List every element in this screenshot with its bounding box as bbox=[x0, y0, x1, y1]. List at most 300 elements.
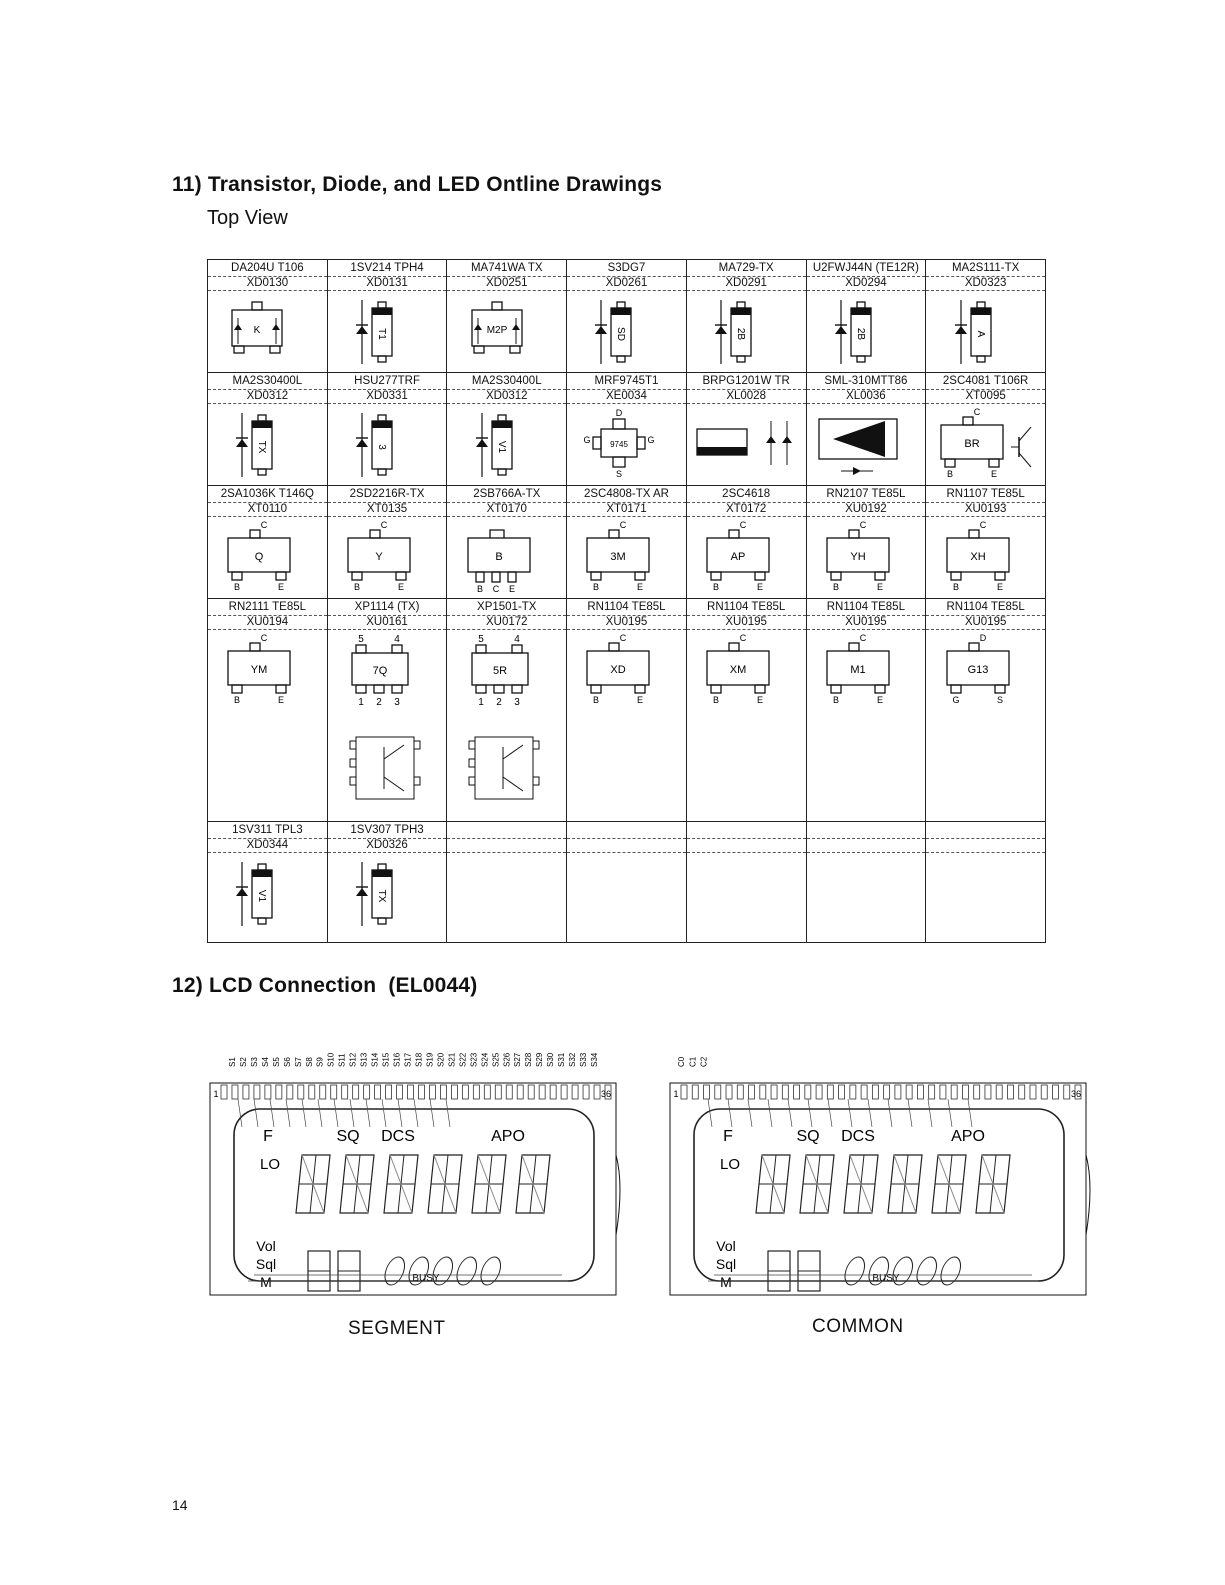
lcd-pin bbox=[484, 1085, 490, 1099]
part-cell bbox=[327, 599, 447, 822]
lcd-icon-sq: SQ bbox=[796, 1128, 820, 1145]
part-code: XU0161 bbox=[328, 615, 447, 630]
lcd-pin bbox=[1052, 1085, 1058, 1099]
pin-tick: S24 bbox=[480, 1052, 490, 1067]
package-drawing bbox=[212, 633, 322, 709]
lcd-pin bbox=[1019, 1085, 1025, 1099]
part-number: 1SV311 TPL3 bbox=[232, 824, 303, 836]
part-cell bbox=[208, 822, 328, 943]
pin-tick: S13 bbox=[359, 1052, 369, 1067]
part-marking: XD bbox=[610, 664, 627, 676]
part-marking: K bbox=[254, 325, 261, 336]
part-cell bbox=[327, 373, 447, 486]
lcd-icon-f: F bbox=[723, 1128, 733, 1145]
part-cell bbox=[567, 260, 687, 373]
part-number bbox=[687, 824, 806, 837]
lcd-segment-diagram bbox=[208, 1035, 628, 1300]
section-11-subtitle: Top View bbox=[207, 207, 288, 229]
part-code: XT0172 bbox=[687, 502, 806, 517]
pin-tick: S7 bbox=[293, 1057, 303, 1067]
part-code bbox=[687, 838, 806, 853]
pin-tick: S20 bbox=[436, 1052, 446, 1067]
part-marking: M2P bbox=[486, 325, 508, 336]
pin-right-label: E bbox=[637, 695, 644, 705]
lcd-icon-vol: Vol bbox=[716, 1238, 736, 1254]
pin-e-label: E bbox=[508, 584, 515, 594]
section-11-title: 11) Transistor, Diode, and LED Ontline Drawings bbox=[172, 173, 663, 196]
part-marking: 7Q bbox=[372, 665, 388, 677]
part-number: SML-310MTT86 bbox=[824, 375, 908, 387]
part-code bbox=[807, 838, 926, 853]
part-number bbox=[926, 824, 1045, 837]
part-marking: M1 bbox=[850, 664, 866, 676]
pin-tick: S30 bbox=[546, 1052, 556, 1067]
lcd-pin bbox=[320, 1085, 326, 1099]
lcd-pin bbox=[232, 1085, 238, 1099]
lcd-pin bbox=[726, 1085, 732, 1099]
lcd-pin bbox=[782, 1085, 788, 1099]
lcd-pin bbox=[805, 1085, 811, 1099]
part-code bbox=[926, 838, 1045, 853]
lcd-pin bbox=[884, 1085, 890, 1099]
lcd-icon-dcs: DCS bbox=[841, 1128, 875, 1145]
part-number: RN1107 TE85L bbox=[946, 488, 1025, 500]
part-cell bbox=[208, 373, 328, 486]
lcd-pin bbox=[715, 1085, 721, 1099]
part-code: XD0130 bbox=[208, 276, 327, 291]
pin-right-label: E bbox=[278, 695, 285, 705]
pin-top-label: D bbox=[979, 633, 986, 643]
pin-tick: S25 bbox=[491, 1052, 501, 1067]
pin-g-label: G bbox=[647, 435, 655, 445]
pin-top-label: C bbox=[620, 520, 627, 530]
package-drawing bbox=[691, 407, 801, 483]
package-drawing bbox=[332, 407, 442, 483]
part-number bbox=[447, 824, 566, 837]
pin-3-label: 3 bbox=[394, 697, 400, 708]
pin-top-label: C bbox=[620, 633, 627, 643]
part-cell bbox=[447, 486, 567, 599]
pin-right-label: E bbox=[278, 582, 285, 592]
pin-tick: S11 bbox=[337, 1053, 347, 1067]
part-code: XT0135 bbox=[328, 502, 447, 517]
package-drawing bbox=[332, 520, 442, 596]
lcd-pin bbox=[771, 1085, 777, 1099]
pin-left-label: B bbox=[354, 582, 361, 592]
part-number: BRPG1201W TR bbox=[702, 375, 790, 387]
pin-tick: S21 bbox=[447, 1052, 457, 1067]
pin-top-label: C bbox=[859, 633, 867, 643]
lcd-pin bbox=[737, 1085, 743, 1099]
lcd-pin bbox=[550, 1085, 556, 1099]
pin-left-label: G bbox=[952, 695, 960, 705]
lcd-pin bbox=[276, 1085, 282, 1099]
lcd-pin bbox=[760, 1085, 766, 1099]
lcd-pin bbox=[996, 1085, 1002, 1099]
part-marking: Y bbox=[375, 551, 383, 563]
part-code: XT0110 bbox=[208, 502, 327, 517]
part-number: 2SB766A-TX bbox=[473, 488, 541, 500]
lcd-pin bbox=[917, 1085, 923, 1099]
segment-caption: SEGMENT bbox=[348, 1318, 446, 1339]
lcd-icon-sql: Sql bbox=[715, 1256, 737, 1272]
lcd-pin bbox=[962, 1085, 968, 1099]
part-cell bbox=[208, 599, 328, 822]
part-cell bbox=[686, 260, 806, 373]
lcd-icon-vol: Vol bbox=[256, 1238, 276, 1254]
lcd-pin bbox=[1041, 1085, 1047, 1099]
part-number: MA729-TX bbox=[718, 262, 774, 274]
parts-row bbox=[208, 260, 1046, 373]
part-marking: XM bbox=[729, 664, 747, 676]
pin-g-label: G bbox=[583, 435, 591, 445]
pin-left-label: B bbox=[593, 582, 600, 592]
lcd-common-diagram bbox=[668, 1035, 1098, 1300]
lcd-icon-apo: APO bbox=[951, 1128, 985, 1145]
part-code: XD0323 bbox=[926, 276, 1045, 291]
part-marking: XH bbox=[969, 551, 986, 563]
parts-row bbox=[208, 599, 1046, 822]
lcd-pin bbox=[861, 1085, 867, 1099]
lcd-pin bbox=[951, 1085, 957, 1099]
lcd-pin bbox=[704, 1085, 710, 1099]
pin-5-label: 5 bbox=[477, 634, 484, 645]
diode-symbol-icon bbox=[476, 439, 488, 447]
package-drawing bbox=[931, 407, 1041, 483]
pin-top-label: C bbox=[261, 520, 268, 530]
part-cell bbox=[567, 486, 687, 599]
lcd-pin bbox=[561, 1085, 567, 1099]
part-marking: Q bbox=[255, 551, 264, 563]
part-cell bbox=[447, 599, 567, 822]
part-number: 1SV214 TPH4 bbox=[350, 262, 424, 274]
lcd-pin bbox=[386, 1085, 392, 1099]
lcd-pin bbox=[895, 1085, 901, 1099]
pin-left-label: B bbox=[713, 582, 720, 592]
diode-symbol-icon bbox=[835, 326, 847, 334]
pin-2-label: 2 bbox=[376, 697, 382, 708]
part-code bbox=[567, 838, 686, 853]
part-cell bbox=[926, 373, 1046, 486]
part-code: XD0291 bbox=[687, 276, 806, 291]
lcd-pin bbox=[429, 1085, 435, 1099]
pin-tick: S29 bbox=[535, 1052, 545, 1067]
part-marking: TX bbox=[256, 440, 268, 454]
part-cell bbox=[926, 822, 1046, 943]
part-number: MA2S111-TX bbox=[951, 262, 1020, 274]
part-code: XT0171 bbox=[567, 502, 686, 517]
parts-row bbox=[208, 373, 1046, 486]
pin-c-label: C bbox=[492, 584, 499, 594]
pin-1-label: 1 bbox=[477, 697, 484, 708]
pin-tick: S10 bbox=[326, 1052, 336, 1067]
pin-tick: S16 bbox=[392, 1052, 402, 1067]
part-code: XD0331 bbox=[328, 389, 447, 404]
part-marking: SD bbox=[615, 327, 627, 341]
pin-tick: S5 bbox=[271, 1057, 281, 1067]
lcd-pin bbox=[929, 1085, 935, 1099]
lcd-icon-lo: LO bbox=[259, 1156, 281, 1173]
part-number bbox=[567, 824, 686, 837]
pin-tick: S3 bbox=[249, 1057, 259, 1067]
part-cell bbox=[686, 373, 806, 486]
pin-left-label: B bbox=[234, 695, 241, 705]
part-cell bbox=[327, 260, 447, 373]
lcd-pin bbox=[353, 1085, 359, 1099]
lcd-pin bbox=[397, 1085, 403, 1099]
common-caption: COMMON bbox=[812, 1316, 904, 1337]
pin-tick: S22 bbox=[458, 1052, 468, 1067]
lcd-pin bbox=[462, 1085, 468, 1099]
part-number: XP1501-TX bbox=[477, 601, 537, 613]
pin-tick: S1 bbox=[227, 1057, 237, 1067]
part-marking: YM bbox=[251, 664, 268, 676]
part-code: XD0312 bbox=[447, 389, 566, 404]
pin-top-label: C bbox=[739, 520, 747, 530]
pin-tick: S28 bbox=[524, 1052, 534, 1067]
lcd-pin bbox=[872, 1085, 878, 1099]
pin-top-label: C bbox=[859, 520, 867, 530]
lcd-pin bbox=[243, 1085, 249, 1099]
parts-table bbox=[207, 259, 1046, 943]
lcd-pin bbox=[940, 1085, 946, 1099]
part-code: XU0194 bbox=[208, 615, 327, 630]
part-code: XU0195 bbox=[807, 615, 926, 630]
lcd-pin bbox=[517, 1085, 523, 1099]
pin-right-label: E bbox=[637, 582, 644, 592]
pin-tick: C2 bbox=[699, 1056, 709, 1067]
lcd-pin bbox=[572, 1085, 578, 1099]
package-drawing bbox=[931, 520, 1041, 596]
part-number: HSU277TRF bbox=[354, 375, 420, 387]
lcd-icon-busy: BUSY bbox=[872, 1273, 900, 1284]
lcd-pin bbox=[906, 1085, 912, 1099]
package-drawing bbox=[212, 294, 322, 370]
pin-right-label: E bbox=[757, 582, 764, 592]
lcd-pin bbox=[254, 1085, 260, 1099]
lcd-pin bbox=[539, 1085, 545, 1099]
package-drawing bbox=[452, 407, 562, 483]
lcd-pin bbox=[298, 1085, 304, 1099]
part-number: RN1104 TE85L bbox=[587, 601, 666, 613]
pin-tick: S27 bbox=[513, 1052, 523, 1067]
pin-right-label: E bbox=[996, 582, 1003, 592]
part-code: XT0095 bbox=[926, 389, 1045, 404]
part-marking: V1 bbox=[495, 440, 507, 454]
diode-symbol-icon bbox=[236, 439, 248, 447]
part-code: XU0192 bbox=[807, 502, 926, 517]
part-cell bbox=[447, 260, 567, 373]
package-drawing bbox=[931, 294, 1041, 370]
package-drawing bbox=[332, 856, 442, 932]
lcd-pin bbox=[265, 1085, 271, 1099]
part-marking: BR bbox=[963, 438, 980, 450]
part-marking: 5R bbox=[492, 665, 507, 677]
diode-symbol-icon bbox=[595, 326, 607, 334]
pin-4-label: 4 bbox=[513, 634, 520, 645]
part-cell bbox=[447, 822, 567, 943]
lcd-pin bbox=[1030, 1085, 1036, 1099]
part-code: XD0312 bbox=[208, 389, 327, 404]
part-cell bbox=[806, 486, 926, 599]
lcd-icon-sq: SQ bbox=[336, 1128, 360, 1145]
package-drawing bbox=[691, 520, 801, 596]
part-cell bbox=[208, 260, 328, 373]
lcd-pin bbox=[221, 1085, 227, 1099]
pin-right-label: S bbox=[996, 695, 1003, 705]
pin-tick: S9 bbox=[315, 1057, 325, 1067]
pin-left-label: B bbox=[952, 582, 959, 592]
lcd-pin bbox=[342, 1085, 348, 1099]
pin-left-label: B bbox=[713, 695, 720, 705]
pin-right-label: E bbox=[876, 695, 883, 705]
part-code: XD0261 bbox=[567, 276, 686, 291]
package-drawing bbox=[452, 294, 562, 370]
lcd-pin bbox=[506, 1085, 512, 1099]
part-code bbox=[447, 838, 566, 853]
part-marking: 3 bbox=[376, 444, 388, 450]
part-code: XD0294 bbox=[807, 276, 926, 291]
part-cell bbox=[447, 373, 567, 486]
package-drawing bbox=[811, 520, 921, 596]
lcd-icon-apo: APO bbox=[491, 1128, 525, 1145]
package-drawing bbox=[691, 633, 801, 709]
pin-tick: S6 bbox=[282, 1057, 292, 1067]
lcd-pin bbox=[749, 1085, 755, 1099]
package-drawing bbox=[212, 856, 322, 932]
part-marking: 9745 bbox=[610, 440, 629, 449]
part-number: S3DG7 bbox=[607, 262, 646, 274]
pin-tick: S23 bbox=[469, 1052, 479, 1067]
lcd-pin bbox=[331, 1085, 337, 1099]
package-drawing bbox=[571, 407, 681, 483]
diode-symbol-icon bbox=[356, 888, 368, 896]
part-cell bbox=[926, 260, 1046, 373]
package-drawing bbox=[811, 294, 921, 370]
part-number bbox=[807, 824, 926, 837]
package-drawing bbox=[931, 633, 1041, 709]
part-cell bbox=[327, 486, 447, 599]
part-code: XU0195 bbox=[926, 615, 1045, 630]
pin-5-label: 5 bbox=[358, 634, 364, 645]
part-code: XL0036 bbox=[807, 389, 926, 404]
pin-tick: S8 bbox=[304, 1057, 314, 1067]
diode-symbol-icon bbox=[955, 326, 967, 334]
pin-tick: S15 bbox=[381, 1052, 391, 1067]
part-cell bbox=[926, 599, 1046, 822]
package-drawing bbox=[332, 633, 442, 709]
diode-symbol-icon bbox=[715, 326, 727, 334]
lcd-pin bbox=[1007, 1085, 1013, 1099]
pin-right-label: E bbox=[398, 582, 405, 592]
pin-4-label: 4 bbox=[394, 634, 400, 645]
pin-left-label: B bbox=[946, 469, 953, 479]
lcd-pin bbox=[839, 1085, 845, 1099]
pin-tick: S31 bbox=[557, 1052, 567, 1067]
part-cell bbox=[686, 822, 806, 943]
part-code: XU0195 bbox=[687, 615, 806, 630]
pin-top-label: C bbox=[973, 407, 980, 417]
part-cell bbox=[567, 822, 687, 943]
pin-first-label: 1 bbox=[673, 1089, 679, 1099]
pin-top-label: C bbox=[261, 633, 268, 643]
part-code: XD0326 bbox=[328, 838, 447, 853]
lcd-pin bbox=[827, 1085, 833, 1099]
part-number: RN2107 TE85L bbox=[826, 488, 906, 500]
package-drawing bbox=[452, 633, 562, 709]
pin-3-label: 3 bbox=[513, 697, 520, 708]
pin-b-label: B bbox=[476, 584, 483, 594]
lcd-pin bbox=[375, 1085, 381, 1099]
part-code: XT0170 bbox=[447, 502, 566, 517]
part-number: MA2S30400L bbox=[232, 375, 303, 387]
pin-top-label: C bbox=[979, 520, 986, 530]
part-cell bbox=[806, 599, 926, 822]
pin-tick: S4 bbox=[260, 1057, 270, 1067]
part-number: 1SV307 TPH3 bbox=[350, 824, 424, 836]
part-code: XE0034 bbox=[567, 389, 686, 404]
lcd-pin bbox=[408, 1085, 414, 1099]
lcd-pin bbox=[1064, 1085, 1070, 1099]
part-number: 2SA1036K T146Q bbox=[220, 488, 314, 500]
package-drawing bbox=[212, 407, 322, 483]
internal-circuit-drawing bbox=[328, 729, 438, 809]
diode-symbol-icon bbox=[356, 439, 368, 447]
part-marking: B bbox=[495, 551, 503, 563]
pin-tick: S19 bbox=[425, 1052, 435, 1067]
package-drawing bbox=[691, 294, 801, 370]
part-cell bbox=[567, 599, 687, 822]
lcd-icon-m: M bbox=[260, 1274, 272, 1290]
lcd-pin bbox=[451, 1085, 457, 1099]
pin-tick: S14 bbox=[370, 1052, 380, 1067]
lcd-pin bbox=[418, 1085, 424, 1099]
package-drawing bbox=[212, 520, 322, 596]
pin-1-label: 1 bbox=[358, 697, 364, 708]
pin-tick: C0 bbox=[677, 1056, 686, 1067]
pin-right-label: E bbox=[757, 695, 764, 705]
part-cell bbox=[208, 486, 328, 599]
page-number: 14 bbox=[172, 1497, 188, 1513]
lcd-pin bbox=[985, 1085, 991, 1099]
part-code: XU0172 bbox=[447, 615, 566, 630]
section-12-part: (EL0044) bbox=[388, 974, 478, 997]
lcd-pin bbox=[287, 1085, 293, 1099]
package-drawing bbox=[571, 633, 681, 709]
part-number: DA204U T106 bbox=[231, 262, 304, 274]
pin-tick: S33 bbox=[579, 1052, 589, 1067]
parts-row bbox=[208, 822, 1046, 943]
pin-top-label: C bbox=[380, 520, 388, 530]
pin-left-label: B bbox=[832, 582, 839, 592]
section-12-title bbox=[172, 974, 478, 998]
pin-tick: S18 bbox=[414, 1052, 424, 1067]
lcd-pin bbox=[309, 1085, 315, 1099]
lcd-icon-sql: Sql bbox=[255, 1256, 277, 1272]
part-marking: TX bbox=[376, 889, 388, 903]
package-drawing bbox=[452, 520, 562, 596]
pin-tick: S34 bbox=[590, 1052, 600, 1067]
pin-top-label: C bbox=[739, 633, 747, 643]
pin-tick: S17 bbox=[403, 1052, 413, 1067]
part-cell bbox=[806, 822, 926, 943]
pin-last-label: 36 bbox=[1070, 1089, 1082, 1099]
pin-tick: S12 bbox=[348, 1052, 358, 1067]
lcd-pin bbox=[495, 1085, 501, 1099]
part-cell bbox=[806, 260, 926, 373]
lcd-icon-m: M bbox=[720, 1274, 732, 1290]
lcd-pin bbox=[473, 1085, 479, 1099]
